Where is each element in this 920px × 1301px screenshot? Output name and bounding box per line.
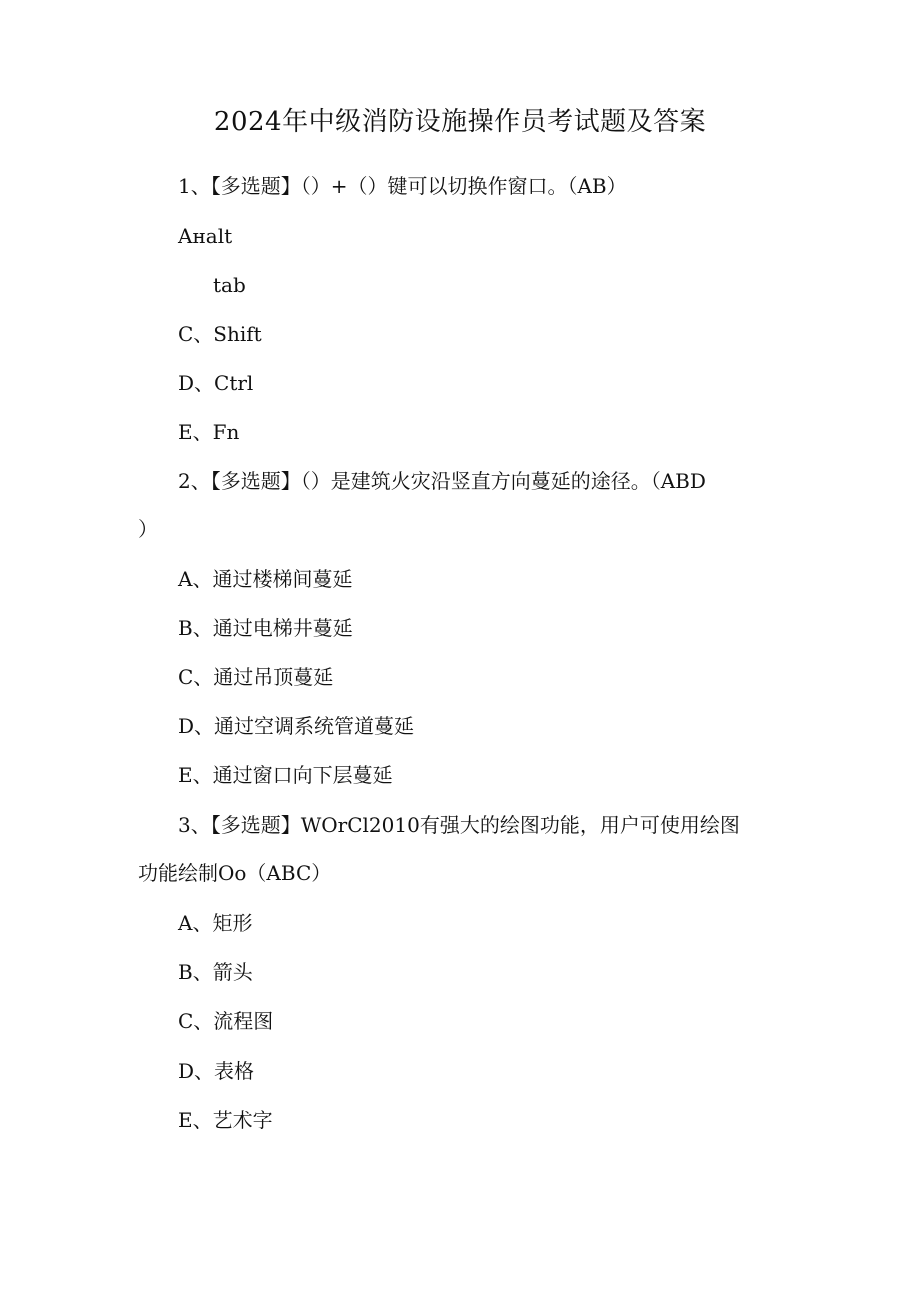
question-1-option-e: E、Fn <box>178 420 240 444</box>
question-3-stem-continuation: 功能绘制Oo（ABC） <box>138 861 332 885</box>
question-2-option-e: E、通过窗口向下层蔓延 <box>178 763 393 787</box>
question-3-option-a: A、矩形 <box>178 911 253 935</box>
question-2-stem-continuation: ） <box>138 517 158 541</box>
question-1-stem: 1、【多选题】（）+（）键可以切换作窗口。（AB） <box>178 174 627 198</box>
question-3-option-e: E、艺术字 <box>178 1108 273 1132</box>
question-1-option-b: tab <box>213 273 246 297</box>
document-title: 2024年中级消防设施操作员考试题及答案 <box>213 107 707 137</box>
question-2-option-a: A、通过楼梯间蔓延 <box>178 567 353 591</box>
question-1-option-c: C、Shift <box>178 322 262 346</box>
question-3-option-c: C、流程图 <box>178 1009 274 1033</box>
question-2-option-c: C、通过吊顶蔓延 <box>178 665 334 689</box>
question-3-option-b: B、箭头 <box>178 960 253 984</box>
question-3-option-d: D、表格 <box>178 1059 255 1083</box>
question-1-option-d: D、Ctrl <box>178 371 254 395</box>
question-3-stem: 3、【多选题】WOrCl2010有强大的绘图功能，用户可使用绘图 <box>178 813 740 837</box>
question-1-option-a: Aʜalt <box>178 224 233 248</box>
question-2-stem: 2、【多选题】（）是建筑火灾沿竖直方向蔓延的途径。（ABD <box>178 469 706 493</box>
question-2-option-d: D、通过空调系统管道蔓延 <box>178 714 415 738</box>
question-2-option-b: B、通过电梯井蔓延 <box>178 616 353 640</box>
